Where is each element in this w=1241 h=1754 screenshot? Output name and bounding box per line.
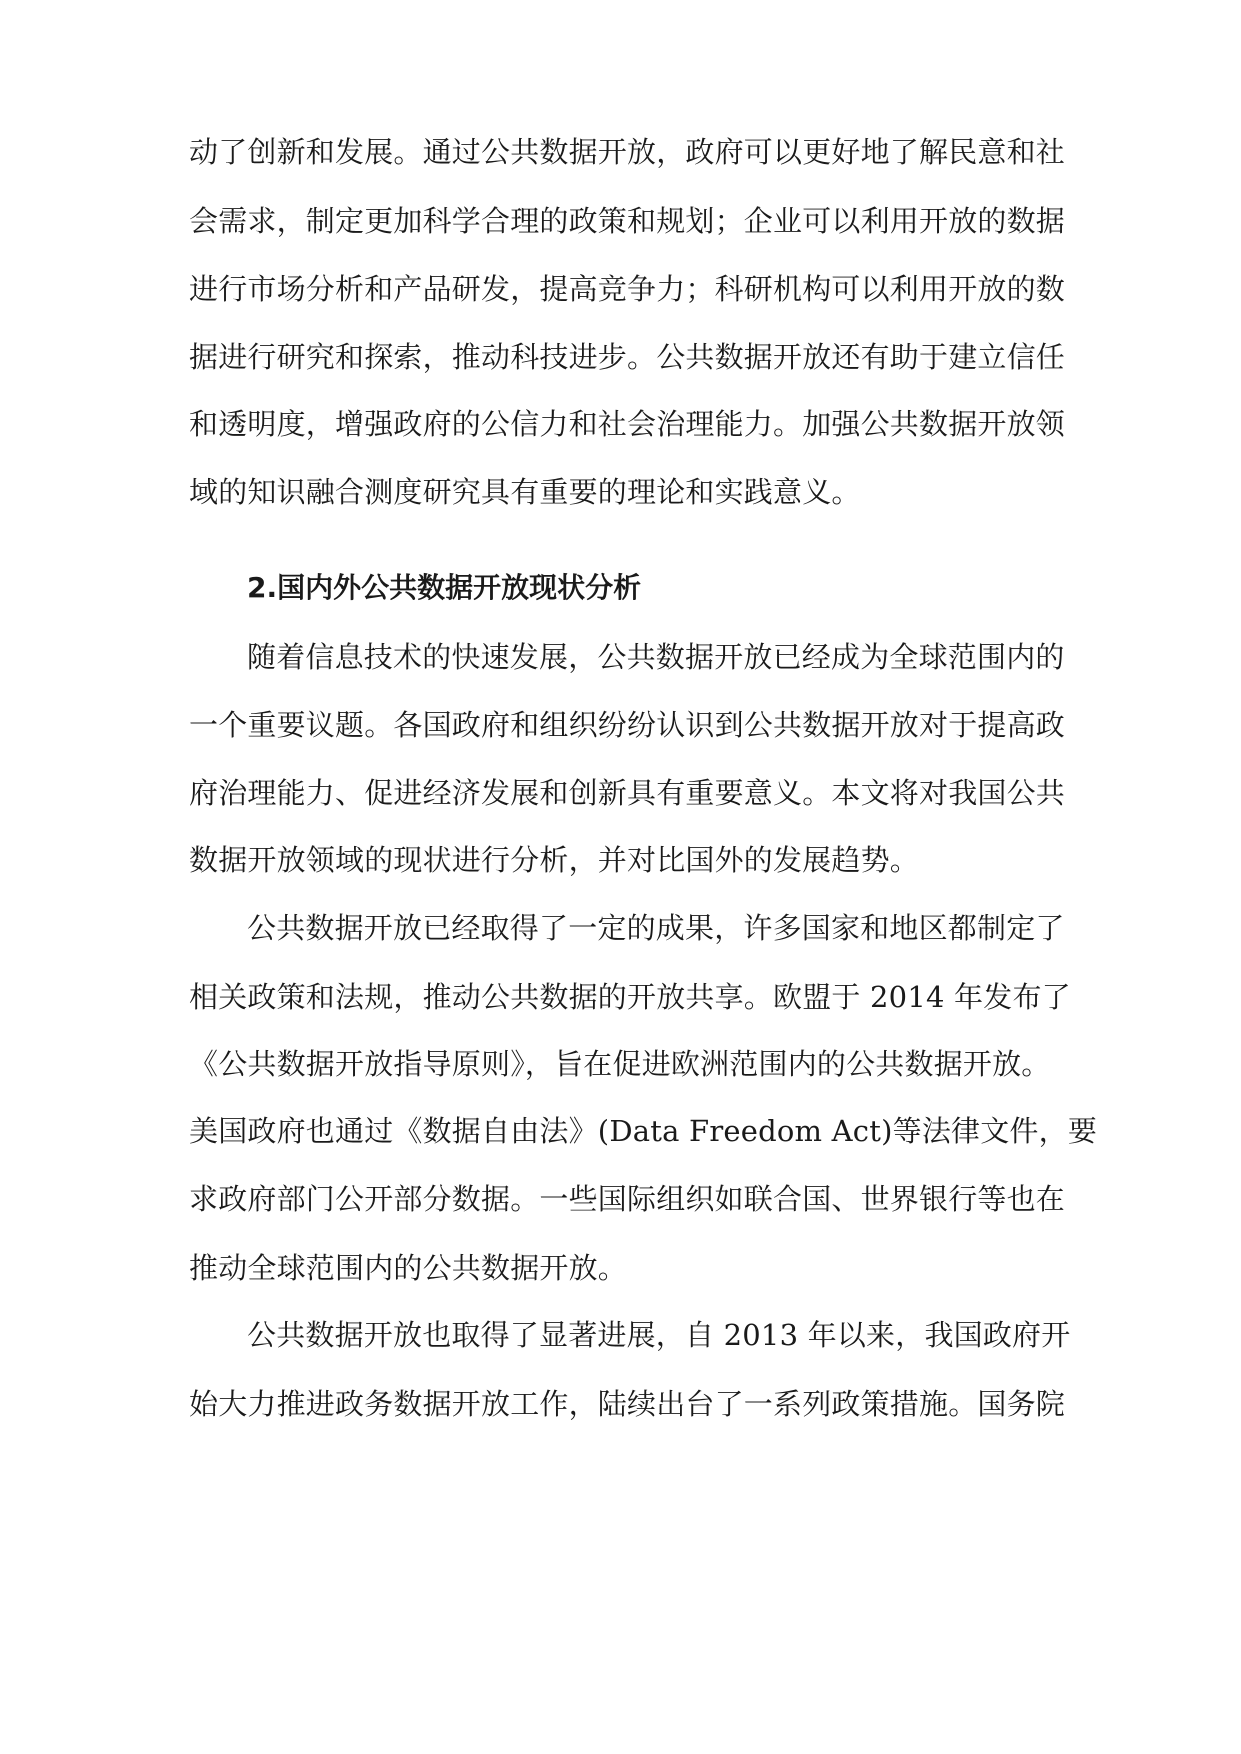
text-line: 进行市场分析和产品研发，提高竞争力；科研机构可以利用开放的数 (189, 272, 1066, 306)
text-line: 《公共数据开放指导原则》，旨在促进欧洲范围内的公共数据开放。 (189, 1047, 1051, 1081)
text-line: 动了创新和发展。通过公共数据开放，政府可以更好地了解民意和社 (189, 135, 1066, 169)
text-line: 随着信息技术的快速发展，公共数据开放已经成为全球范围内的 (247, 640, 1065, 674)
text-line: 一个重要议题。各国政府和组织纷纷认识到公共数据开放对于提高政 (189, 708, 1066, 742)
text-line: 数据开放领域的现状进行分析，并对比国外的发展趋势。 (189, 843, 920, 877)
text-line: 公共数据开放已经取得了一定的成果，许多国家和地区都制定了 (247, 911, 1065, 945)
text-line: 始大力推进政务数据开放工作，陆续出台了一系列政策措施。国务院 (189, 1387, 1066, 1421)
text-line: 公共数据开放也取得了显著进展，自 2013 年以来，我国政府开 (247, 1318, 1071, 1352)
text-line: 府治理能力、促进经济发展和创新具有重要意义。本文将对我国公共 (189, 776, 1066, 810)
text-line: 推动全球范围内的公共数据开放。 (189, 1251, 628, 1285)
text-line: 会需求，制定更加科学合理的政策和规划；企业可以利用开放的数据 (189, 204, 1066, 238)
text-line: 美国政府也通过《数据自由法》(Data Freedom Act)等法律文件，要 (189, 1114, 1098, 1148)
text-line: 求政府部门公开部分数据。一些国际组织如联合国、世界银行等也在 (189, 1182, 1066, 1216)
text-line: 和透明度，增强政府的公信力和社会治理能力。加强公共数据开放领 (189, 407, 1066, 441)
text-line: 据进行研究和探索，推动科技进步。公共数据开放还有助于建立信任 (189, 340, 1066, 374)
text-line: 相关政策和法规，推动公共数据的开放共享。欧盟于 2014 年发布了 (189, 980, 1071, 1014)
section-heading: 2.国内外公共数据开放现状分析 (247, 571, 642, 604)
text-line: 域的知识融合测度研究具有重要的理论和实践意义。 (189, 475, 861, 509)
